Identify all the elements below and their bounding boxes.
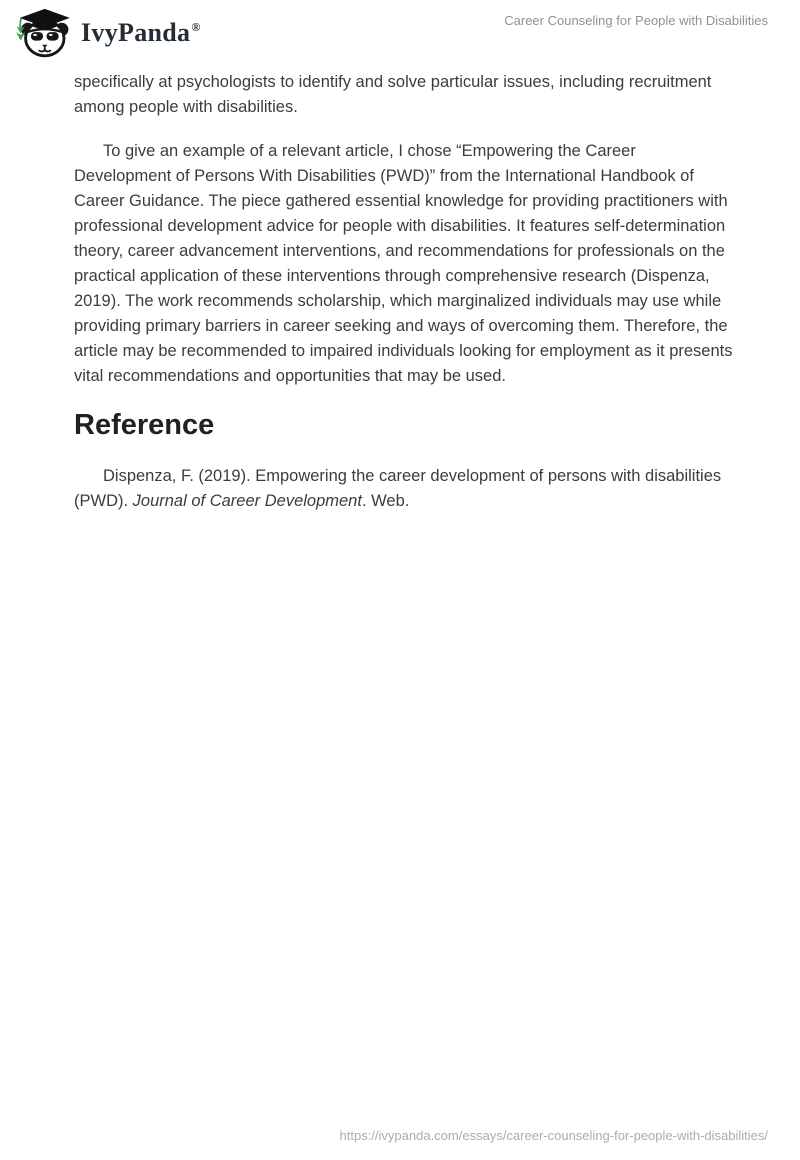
reference-heading: Reference (74, 409, 215, 441)
citation-text-pre: Dispenza, F. (2019). Empowering the career development of persons with disabilities (PWD). (74, 467, 722, 510)
journal-title: Journal of Career Development (132, 492, 362, 510)
brand-name: IvyPanda® (81, 18, 201, 47)
source-url: https://ivypanda.com/essays/career-counseling-for-people-with-disabilities/ (339, 1128, 768, 1143)
reference-citation (74, 464, 736, 514)
brand[interactable] (14, 8, 201, 58)
paragraph-continuation: specifically at psychologists to identify and solve particular issues, including recruitment among people with disabilities. (74, 73, 712, 116)
panda-graduation-cap-icon (14, 8, 72, 58)
document-title: Career Counseling for People with Disabilities (504, 13, 768, 28)
document-body (74, 70, 736, 533)
citation-text-post: . Web. (361, 492, 410, 510)
paragraph-example-article: To give an example of a relevant article, I chose “Empowering the Career Development of Persons With Disabilities (PWD)” from the International Handbook of Career Guidance. The piece gathered essential knowledge for providing practitioners with professional development advice for people with disabilities. It features self-determination theory, career advancement interventions, and recommendations for professionals on the practical application of these interventions through comprehensive research (Dispenza, 2019). The work recommends scholarship, which marginalized individuals may use while providing primary barriers in career seeking and ways of overcoming them. Therefore, the article may be recommended to impaired individuals looking for employment as it presents vital recommendations and opportunities that may be used. (74, 142, 733, 385)
registered-trademark: ® (191, 20, 201, 34)
